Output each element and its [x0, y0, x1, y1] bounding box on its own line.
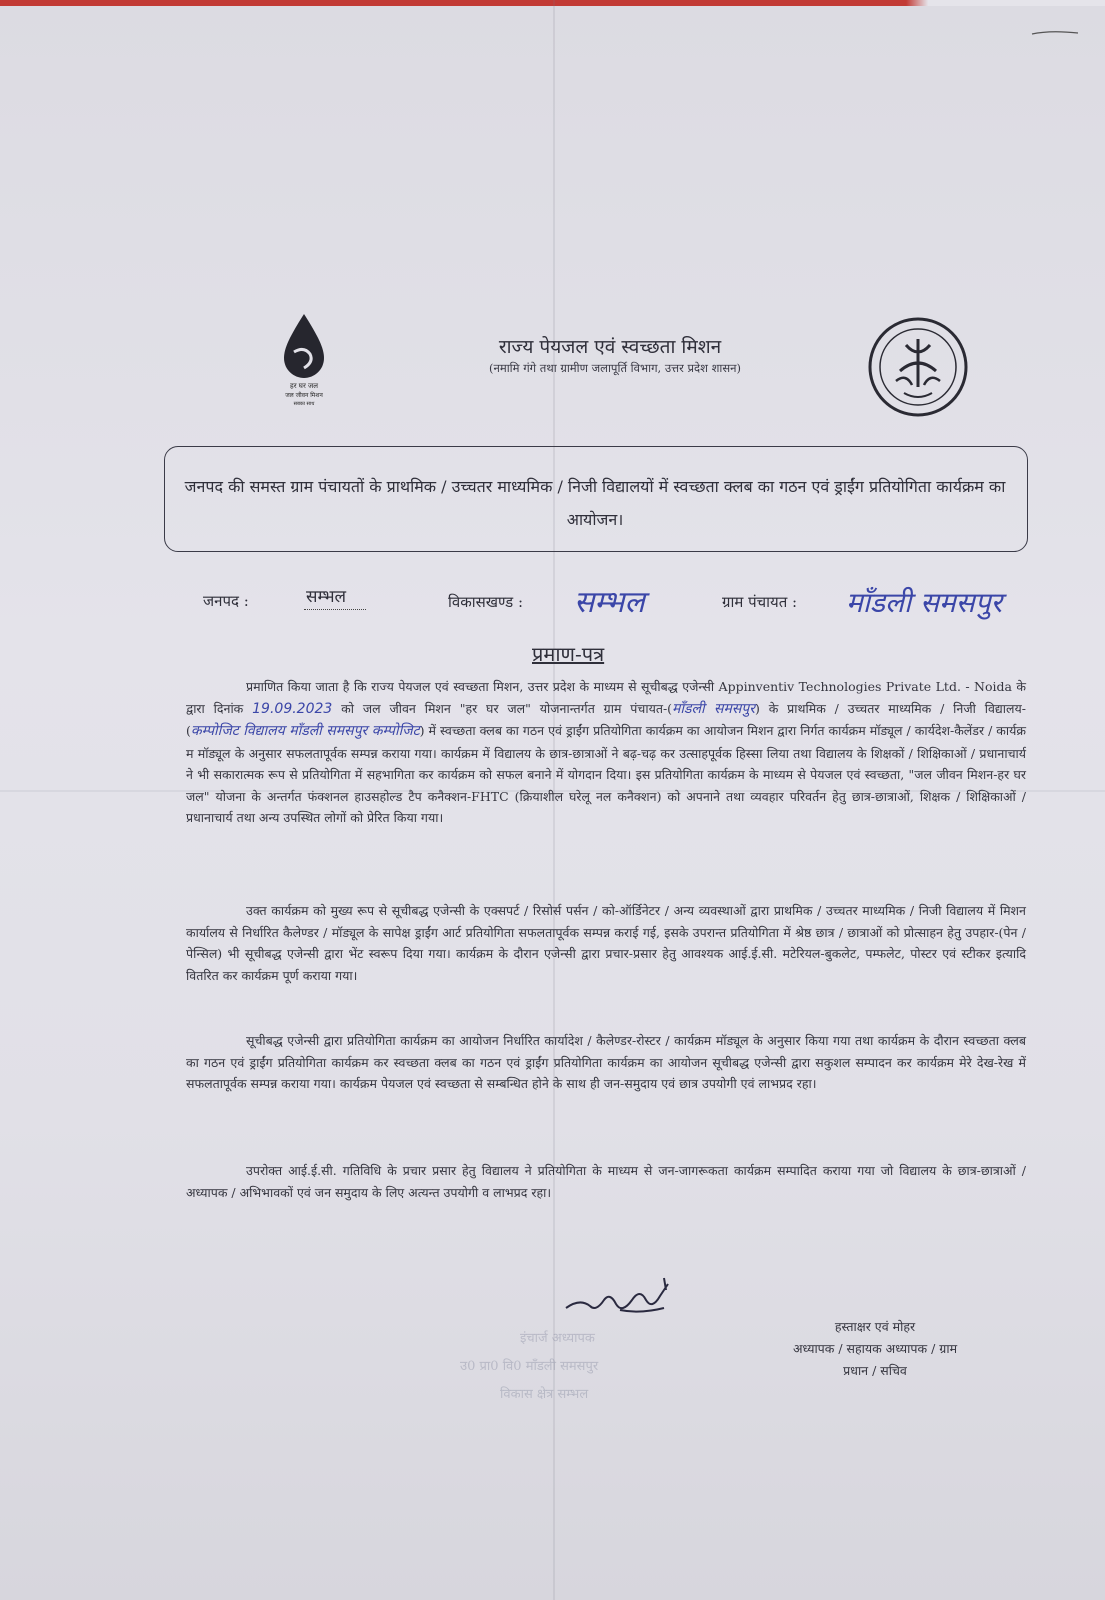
svg-text:सबका साथ: सबका साथ — [293, 401, 315, 407]
jal-jeevan-mission-logo — [280, 312, 350, 408]
block-value-handwritten: सम्भल — [574, 585, 645, 620]
svg-text:जल जीवन मिशन: जल जीवन मिशन — [285, 392, 323, 399]
date-handwritten: 19.09.2023 — [252, 700, 333, 717]
para1-mid1: को जल जीवन मिशन "हर घर जल" योजनान्तर्गत ग्राम पंचायत-( — [341, 700, 673, 716]
stamp-line-3: विकास क्षेत्र सम्भल — [500, 1387, 589, 1402]
mission-title: राज्य पेयजल एवं स्वच्छता मिशन — [498, 336, 722, 358]
para3-text: सूचीबद्ध एजेन्सी द्वारा प्रतियोगिता कार्यक्रम का आयोजन निर्धारित कार्यादेश / कैलेण्डर-रोस्टर / कार्यक्रम मॉड्यूल के अनुसार किया गया तथा कार्यक्रम के दौरान स्वच्छता क्लब का गठन एवं ड्राईंग प्रतियोगिता कार्यक्रम कर स्वच्छता क्लब का गठन एवं ड्राईंग प्रतियोगिता कार्यक्रम का आयोजन सूचीबद्ध एजेन्सी द्वारा सकुशल सम्पादन कर कार्यक्रम मेरे देख-रेख में सफलतापूर्वक सम्पन्न कराया गया। कार्यक्रम पेयजल एवं स्वच्छता से सम्बन्धित होने के साथ ही जन-समुदाय एवं छात्र उपयोगी एवं लाभप्रद रहा। — [186, 1033, 1026, 1091]
para1-start: प्रमाणित किया जाता है कि राज्य पेयजल एवं स्वच्छता मिशन, उत्तर प्रदेश के माध्यम से सूचीबद्ध एजेन्सी Appinventiv Technologies Private Ltd. - Noida के द्वारा दिनांक — [186, 679, 1026, 716]
district-label: जनपद : — [203, 592, 249, 610]
panchayat-label: ग्राम पंचायत : — [722, 593, 798, 611]
pen-mark — [1030, 28, 1080, 38]
program-banner-text: जनपद की समस्त ग्राम पंचायतों के प्राथमिक / उच्चतर माध्यमिक / निजी विद्यालयों में स्वच्छता क्लब का गठन एवं ड्राईंग प्रतियोगिता कार्यक्रम का आयोजन। — [184, 477, 1006, 529]
para4-text: उपरोक्त आई.ई.सी. गतिविधि के प्रचार प्रसार हेतु विद्यालय ने प्रतियोगिता के माध्यम से जन-जागरूकता कार्यक्रम सम्पादित कराया गया जो विद्यालय के छात्र-छात्राओं / अध्यापक / अभिभावकों एवं जन समुदाय के लिए अत्यन्त उपयोगी व लाभप्रद रहा। — [186, 1163, 1026, 1200]
certificate-paragraph-4 — [186, 1160, 1026, 1203]
signature-label-3: प्रधान / सचिव — [843, 1363, 907, 1378]
district-value: सम्भल — [304, 584, 366, 610]
school-handwritten: कम्पोजिट विद्यालय मॉंडली समसपुर कम्पोजिट — [190, 723, 420, 739]
mission-subtitle: (नमामि गंगे तथा ग्रामीण जलापूर्ति विभाग, उत्तर प्रदेश शासन) — [488, 361, 742, 375]
certificate-paragraph-3 — [186, 1030, 1026, 1095]
para1-mid2: ) के प्राथमिक / उच्चतर माध्यमिक / निजी विद्यालय-( — [186, 700, 1026, 738]
signature-label-1: हस्ताक्षर एवं मोहर — [834, 1319, 916, 1334]
certificate-title: प्रमाण-पत्र — [532, 642, 605, 666]
up-government-emblem — [866, 315, 970, 419]
panchayat-handwritten: मॉंडली समसपुर — [672, 700, 755, 717]
handwritten-signature — [560, 1270, 690, 1340]
signature-label-2: अध्यापक / सहायक अध्यापक / ग्राम — [792, 1341, 958, 1356]
stamp-line-2: उ0 प्रा0 वि0 मॉंडली समसपुर — [460, 1359, 599, 1374]
stamp-line-1: इंचार्ज अध्यापक — [520, 1331, 595, 1346]
certificate-paragraph-2 — [186, 900, 1026, 986]
para2-text: उक्त कार्यक्रम को मुख्य रूप से सूचीबद्ध एजेन्सी के एक्सपर्ट / रिसोर्स पर्सन / को-ऑर्डिनेटर / अन्य व्यवस्थाओं द्वारा प्राथमिक / उच्चतर माध्यमिक / निजी विद्यालय में मिशन कार्यालय से निर्धारित कैलेण्डर / मॉड्यूल के सापेक्ष ड्राईंग आर्ट प्रतियोगिता सफलतापूर्वक सम्पन्न कराई गई, इसके उपरान्त प्रतियोगिता में श्रेष्ठ छात्र / छात्राओं को प्रोत्साहन हेतु उपहार-(पेन / पेन्सिल) भी सूचीबद्ध एजेन्सी द्वारा भेंट स्वरूप दिया गया। कार्यक्रम के दौरान एजेन्सी द्वारा प्रचार-प्रसार हेतु आवश्यक आई.ई.सी. मटेरियल-बुकलेट, पम्फलेट, पोस्टर एवं स्टीकर इत्यादि वितरित कर कार्यक्रम पूर्ण कराया गया। — [186, 903, 1026, 983]
panchayat-value-handwritten: मॉंडली समसपुर — [846, 586, 1003, 619]
block-label: विकासखण्ड : — [448, 593, 524, 611]
signature-block — [760, 1316, 990, 1382]
svg-text:हर घर जल: हर घर जल — [290, 382, 318, 390]
para1-rest: ) में स्वच्छता क्लब का गठन एवं ड्राईंग प्रतियोगिता कार्यक्रम का आयोजन मिशन द्वारा निर्गत कार्यक्रम मॉड्यूल / कार्यदेश-कैलेंडर / कार्यक्र म मॉड्यूल के अनुसार सफलतापूर्वक सम्पन्न कराया गया। कार्यक्रम में विद्यालय के छात्र-छात्राओं ने बढ़-चढ़ कर उत्साहपूर्वक हिस्सा लिया तथा विद्यालय के शिक्षकों / शिक्षिकाओं / प्रधानाचार्य ने भी सकारात्मक रूप से प्रतियोगिता में सहभागिता कर कार्यक्रम को सफल बनाने में योगदान दिया। इस प्रतियोगिता कार्यक्रम के माध्यम से पेयजल एवं स्वच्छता, "जल जीवन मिशन-हर घर जल" योजना के अन्तर्गत फंक्शनल हाउसहोल्ड टैप कनैक्शन-FHTC (क्रियाशील घरेलू नल कनैक्शन) को अपनाने तथा व्यवहार परिवर्तन हेतु छात्र-छात्राओं, शिक्षक / शिक्षिकाओं / प्रधानाचार्य तथा अन्य उपस्थित लोगों को प्रेरित किया गया। — [186, 723, 1026, 825]
certificate-paragraph-1 — [186, 676, 1026, 829]
